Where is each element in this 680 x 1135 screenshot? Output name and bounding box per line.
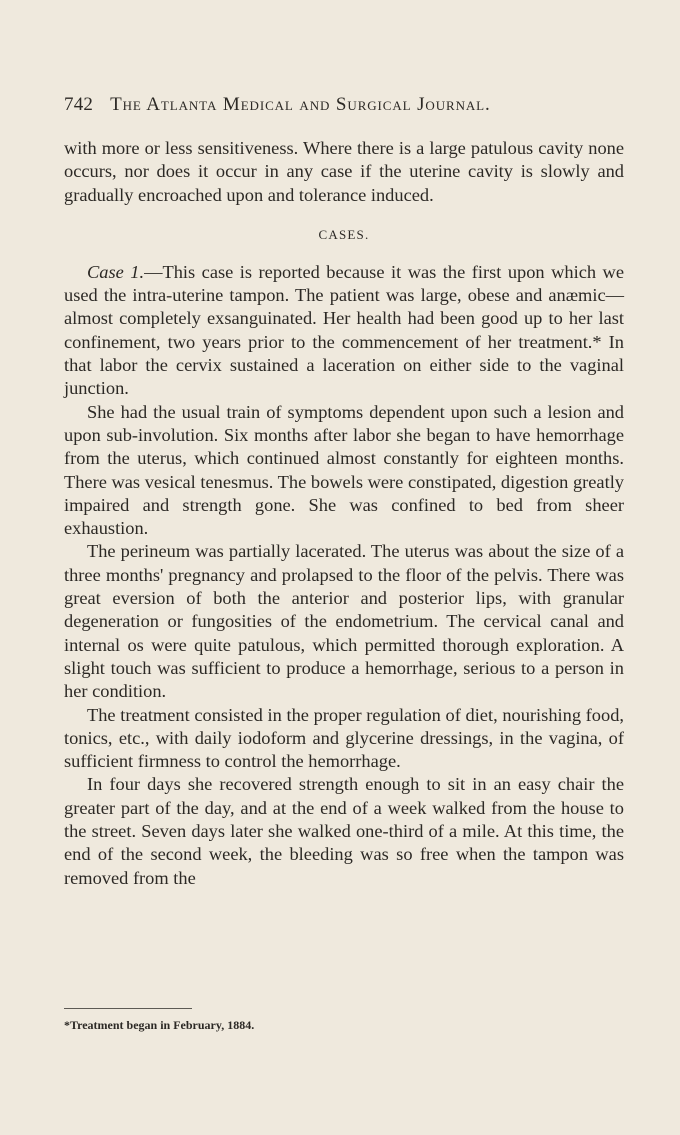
examination-paragraph: The perineum was partially lacerated. The uterus was about the size of a three months' pregnancy and prolapsed to the floor of the pelvis. There was great eversion of both the anterior and posterior lips, with granular degeneration or fungosities of the endometrium. The cervical canal and internal os were quite patulous, which permitted thorough exploration. A slight touch was sufficient to produce a hemorrhage, serious to a person in her condition. bbox=[64, 541, 624, 702]
symptoms-paragraph: She had the usual train of symptoms dependent upon such a lesion and upon sub-involution. Six months after labor she began to have hemorrhage from the uterus, which continued almost constantly for eighteen months. There was vesical tenesmus. The bowels were constipated, digestion greatly impaired and strength gone. She was confined to bed from sheer exhaustion. bbox=[64, 401, 624, 539]
body-text bbox=[64, 137, 624, 890]
treatment-paragraph: The treatment consisted in the proper regulation of diet, nourishing food, tonics, etc., with daily iodoform and glycerine dressings, in the vagina, of sufficient firmness to control the hemorrhage. bbox=[64, 704, 624, 772]
page-number: 742 bbox=[64, 94, 94, 115]
journal-title: The Atlanta Medical and Surgical Journal. bbox=[110, 94, 491, 115]
case-label: Case 1. bbox=[87, 261, 145, 282]
recovery-paragraph: In four days she recovered strength enough to sit in an easy chair the greater part of the day, and at the end of a week walked from the house to the street. Seven days later she walked one-third of a mile. At this time, the end of the second week, the bleeding was so free when the tampon was removed from the bbox=[64, 774, 624, 888]
running-head bbox=[64, 93, 624, 117]
case-1-text: —This case is reported because it was the first upon which we used the intra-uterine tampon. The patient was large, obese and anæmic—almost completely exsanguinated. Her health had been good up to her last confinement, two years prior to the commencement of her treatment.* In that labor the cervix sustained a laceration on either side to the vaginal junction. bbox=[64, 261, 624, 399]
continuation-paragraph: with more or less sensitiveness. Where there is a large patulous cavity none occurs, nor does it occur in any case if the uterine cavity is slowly and gradually encroached upon and tolerance induced. bbox=[64, 138, 624, 205]
footnote: *Treatment began in February, 1884. bbox=[64, 1018, 255, 1032]
footnote-divider bbox=[64, 1008, 192, 1009]
section-heading: CASES. bbox=[318, 226, 370, 242]
case-1-paragraph bbox=[64, 261, 624, 401]
